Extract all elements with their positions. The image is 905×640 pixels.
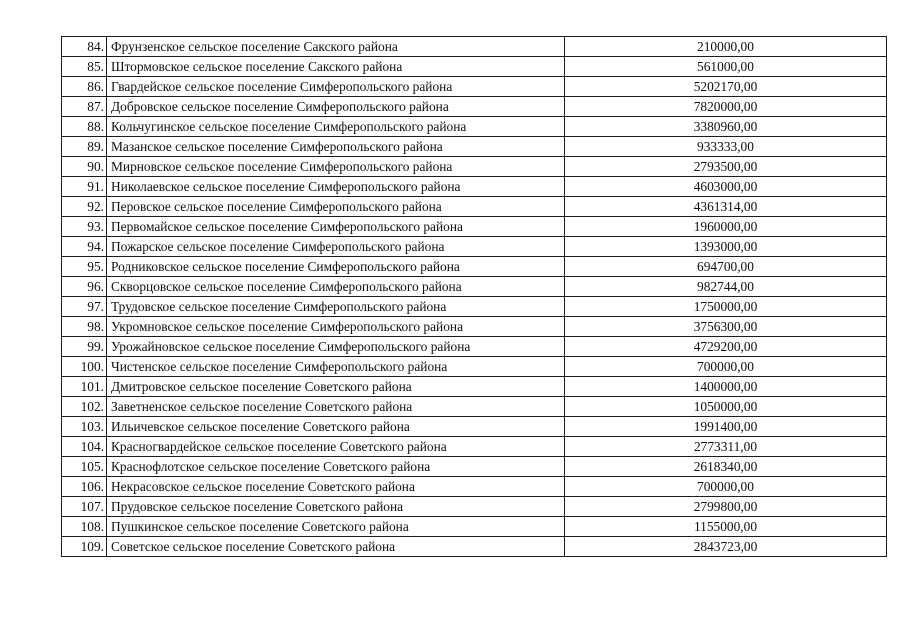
row-number: 95.: [62, 257, 107, 277]
row-number: 99.: [62, 337, 107, 357]
row-number: 91.: [62, 177, 107, 197]
table-row: [62, 397, 887, 417]
row-number: 108.: [62, 517, 107, 537]
allocation-amount: 933333,00: [565, 137, 887, 157]
allocation-amount: 3380960,00: [565, 117, 887, 137]
row-number: 102.: [62, 397, 107, 417]
settlement-name: Красногвардейское сельское поселение Советского района: [107, 437, 565, 457]
allocation-amount: 4603000,00: [565, 177, 887, 197]
allocation-amount: 2773311,00: [565, 437, 887, 457]
allocation-amount: 982744,00: [565, 277, 887, 297]
row-number: 93.: [62, 217, 107, 237]
allocation-amount: 700000,00: [565, 477, 887, 497]
table-row: [62, 437, 887, 457]
table-row: [62, 357, 887, 377]
row-number: 89.: [62, 137, 107, 157]
table-row: [62, 477, 887, 497]
allocation-amount: 700000,00: [565, 357, 887, 377]
row-number: 85.: [62, 57, 107, 77]
row-number: 101.: [62, 377, 107, 397]
allocation-amount: 2793500,00: [565, 157, 887, 177]
allocation-amount: 561000,00: [565, 57, 887, 77]
settlement-name: Мирновское сельское поселение Симферопольского района: [107, 157, 565, 177]
settlement-name: Дмитровское сельское поселение Советского района: [107, 377, 565, 397]
row-number: 94.: [62, 237, 107, 257]
settlement-name: Добровское сельское поселение Симферопольского района: [107, 97, 565, 117]
settlement-name: Перовское сельское поселение Симферопольского района: [107, 197, 565, 217]
allocation-amount: 1400000,00: [565, 377, 887, 397]
settlement-name: Ильичевское сельское поселение Советского района: [107, 417, 565, 437]
table-body: [62, 37, 887, 557]
table-row: [62, 217, 887, 237]
settlement-name: Скворцовское сельское поселение Симферопольского района: [107, 277, 565, 297]
settlement-name: Некрасовское сельское поселение Советского района: [107, 477, 565, 497]
table-row: [62, 177, 887, 197]
allocation-amount: 2799800,00: [565, 497, 887, 517]
allocation-amount: 3756300,00: [565, 317, 887, 337]
settlement-name: Пожарское сельское поселение Симферопольского района: [107, 237, 565, 257]
settlement-name: Заветненское сельское поселение Советского района: [107, 397, 565, 417]
settlement-name: Кольчугинское сельское поселение Симферопольского района: [107, 117, 565, 137]
settlement-name: Чистенское сельское поселение Симферопольского района: [107, 357, 565, 377]
settlement-name: Мазанское сельское поселение Симферопольского района: [107, 137, 565, 157]
settlement-name: Фрунзенское сельское поселение Сакского района: [107, 37, 565, 57]
table-row: [62, 37, 887, 57]
settlement-name: Николаевское сельское поселение Симферопольского района: [107, 177, 565, 197]
row-number: 100.: [62, 357, 107, 377]
table-row: [62, 417, 887, 437]
row-number: 97.: [62, 297, 107, 317]
allocation-amount: 210000,00: [565, 37, 887, 57]
table-row: [62, 317, 887, 337]
table-row: [62, 237, 887, 257]
allocation-table: [61, 36, 887, 557]
allocation-amount: 1991400,00: [565, 417, 887, 437]
row-number: 92.: [62, 197, 107, 217]
allocation-amount: 1155000,00: [565, 517, 887, 537]
settlement-name: Урожайновское сельское поселение Симферопольского района: [107, 337, 565, 357]
row-number: 96.: [62, 277, 107, 297]
allocation-amount: 694700,00: [565, 257, 887, 277]
settlement-name: Первомайское сельское поселение Симферопольского района: [107, 217, 565, 237]
row-number: 103.: [62, 417, 107, 437]
settlement-name: Штормовское сельское поселение Сакского района: [107, 57, 565, 77]
table-row: [62, 197, 887, 217]
row-number: 86.: [62, 77, 107, 97]
allocation-amount: 4361314,00: [565, 197, 887, 217]
table-row: [62, 537, 887, 557]
table-row: [62, 257, 887, 277]
settlement-name: Родниковское сельское поселение Симферопольского района: [107, 257, 565, 277]
settlement-name: Краснофлотское сельское поселение Советского района: [107, 457, 565, 477]
allocation-amount: 1750000,00: [565, 297, 887, 317]
allocation-amount: 7820000,00: [565, 97, 887, 117]
row-number: 87.: [62, 97, 107, 117]
table-row: [62, 497, 887, 517]
table-row: [62, 297, 887, 317]
row-number: 106.: [62, 477, 107, 497]
settlement-name: Прудовское сельское поселение Советского района: [107, 497, 565, 517]
table-row: [62, 97, 887, 117]
allocation-amount: 2618340,00: [565, 457, 887, 477]
row-number: 104.: [62, 437, 107, 457]
table-row: [62, 457, 887, 477]
table-row: [62, 57, 887, 77]
allocation-amount: 1050000,00: [565, 397, 887, 417]
settlement-name: Советское сельское поселение Советского района: [107, 537, 565, 557]
settlement-name: Пушкинское сельское поселение Советского района: [107, 517, 565, 537]
table-row: [62, 157, 887, 177]
table-row: [62, 377, 887, 397]
table-row: [62, 277, 887, 297]
table-row: [62, 137, 887, 157]
table-row: [62, 517, 887, 537]
table-row: [62, 337, 887, 357]
allocation-amount: 4729200,00: [565, 337, 887, 357]
row-number: 105.: [62, 457, 107, 477]
row-number: 84.: [62, 37, 107, 57]
settlement-name: Гвардейское сельское поселение Симферопольского района: [107, 77, 565, 97]
allocation-amount: 1960000,00: [565, 217, 887, 237]
row-number: 107.: [62, 497, 107, 517]
table-row: [62, 117, 887, 137]
row-number: 109.: [62, 537, 107, 557]
row-number: 98.: [62, 317, 107, 337]
settlement-name: Укромновское сельское поселение Симферопольского района: [107, 317, 565, 337]
allocation-amount: 5202170,00: [565, 77, 887, 97]
allocation-amount: 1393000,00: [565, 237, 887, 257]
row-number: 90.: [62, 157, 107, 177]
row-number: 88.: [62, 117, 107, 137]
allocation-amount: 2843723,00: [565, 537, 887, 557]
settlement-name: Трудовское сельское поселение Симферопольского района: [107, 297, 565, 317]
table-row: [62, 77, 887, 97]
